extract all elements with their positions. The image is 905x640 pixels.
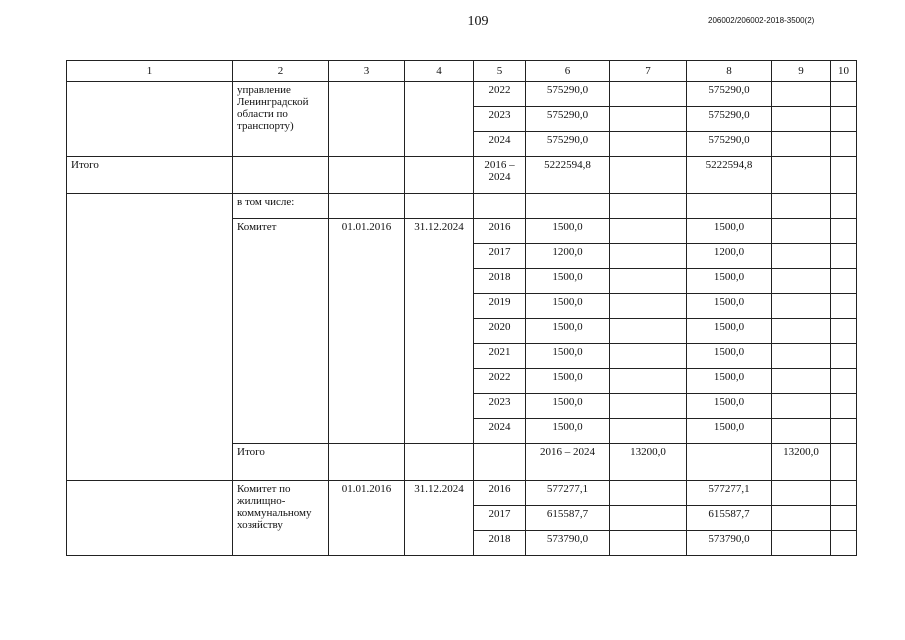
- amount-cell: 5222594,8: [687, 157, 772, 194]
- total-label: Итого: [233, 444, 329, 481]
- amount-cell: 1500,0: [526, 219, 610, 244]
- header-cell: 2: [233, 61, 329, 82]
- amount-cell: 575290,0: [687, 107, 772, 132]
- amount-cell: 13200,0: [610, 444, 687, 481]
- cell-col7: [610, 157, 687, 194]
- table-row: [67, 194, 857, 219]
- cell-col7: [610, 294, 687, 319]
- cell-col9: [772, 531, 831, 556]
- year-cell: 2022: [474, 82, 526, 107]
- cell-col9: [772, 344, 831, 369]
- year-cell: 2024: [474, 132, 526, 157]
- cell-col9: [772, 107, 831, 132]
- cell-col10: [831, 132, 857, 157]
- header-row: [67, 61, 857, 82]
- cell-col7: [610, 132, 687, 157]
- year-cell: 2016: [474, 481, 526, 506]
- amount-cell: 575290,0: [526, 132, 610, 157]
- year-cell: 2022: [474, 369, 526, 394]
- executor-cell: Комитет по жилищно-коммунальному хозяйству: [233, 481, 329, 556]
- total-row: [67, 157, 857, 194]
- cell-col9: [772, 194, 831, 219]
- cell-col1: [67, 194, 233, 481]
- cell-col8: [687, 194, 772, 219]
- cell-col9: [772, 319, 831, 344]
- cell-col9: [772, 269, 831, 294]
- amount-cell: 575290,0: [526, 107, 610, 132]
- cell-col10: [831, 107, 857, 132]
- period-cell: 2016 – 2024: [474, 157, 526, 194]
- cell-col2: [233, 157, 329, 194]
- amount-cell: 1500,0: [526, 369, 610, 394]
- cell-col7: [610, 531, 687, 556]
- document-code: 206002/206002-2018-3500(2): [708, 16, 815, 25]
- amount-cell: 1500,0: [687, 394, 772, 419]
- cell-col7: [610, 107, 687, 132]
- header-cell: 7: [610, 61, 687, 82]
- cell-col2: [329, 444, 405, 481]
- amount-cell: 615587,7: [687, 506, 772, 531]
- cell-col10: [831, 294, 857, 319]
- cell-col10: [831, 531, 857, 556]
- cell-col7: [610, 506, 687, 531]
- amount-cell: 575290,0: [687, 82, 772, 107]
- cell-col10: [831, 319, 857, 344]
- cell-col9: [772, 82, 831, 107]
- amount-cell: 1500,0: [687, 369, 772, 394]
- header-cell: 6: [526, 61, 610, 82]
- cell-col10: [831, 344, 857, 369]
- header-cell: 8: [687, 61, 772, 82]
- cell-col7: [610, 319, 687, 344]
- amount-cell: 615587,7: [526, 506, 610, 531]
- header-cell: 10: [831, 61, 857, 82]
- cell-col7: [610, 244, 687, 269]
- cell-col7: [610, 344, 687, 369]
- cell-col4: [474, 444, 526, 481]
- cell-col7: [610, 369, 687, 394]
- cell-col10: [831, 419, 857, 444]
- cell-col9: [772, 419, 831, 444]
- header-cell: 3: [329, 61, 405, 82]
- cell-col10: [831, 506, 857, 531]
- cell-col7: [610, 481, 687, 506]
- amount-cell: 573790,0: [526, 531, 610, 556]
- cell-col4: [405, 157, 474, 194]
- end-date-cell: 31.12.2024: [405, 219, 474, 444]
- year-cell: 2018: [474, 269, 526, 294]
- year-cell: 2018: [474, 531, 526, 556]
- amount-cell: 1500,0: [526, 394, 610, 419]
- cell-col10: [831, 269, 857, 294]
- year-cell: 2023: [474, 107, 526, 132]
- amount-cell: 1500,0: [687, 219, 772, 244]
- amount-cell: 1500,0: [526, 419, 610, 444]
- amount-cell: 573790,0: [687, 531, 772, 556]
- header-cell: 4: [405, 61, 474, 82]
- cell-col7: [610, 219, 687, 244]
- amount-cell: 575290,0: [526, 82, 610, 107]
- end-date-cell: 31.12.2024: [405, 481, 474, 556]
- cell-col7: [610, 419, 687, 444]
- amount-cell: 575290,0: [687, 132, 772, 157]
- amount-cell: 1500,0: [687, 319, 772, 344]
- year-cell: 2017: [474, 506, 526, 531]
- amount-cell: 1500,0: [526, 269, 610, 294]
- amount-cell: 1500,0: [526, 344, 610, 369]
- amount-cell: 1500,0: [687, 294, 772, 319]
- cell-col10: [831, 244, 857, 269]
- budget-table: [66, 60, 857, 556]
- period-cell: 2016 – 2024: [526, 444, 610, 481]
- cell-col9: [772, 132, 831, 157]
- cell-col9: [772, 481, 831, 506]
- start-date-cell: 01.01.2016: [329, 481, 405, 556]
- year-cell: 2020: [474, 319, 526, 344]
- year-cell: 2019: [474, 294, 526, 319]
- amount-cell: 1500,0: [687, 419, 772, 444]
- amount-cell: 1500,0: [687, 344, 772, 369]
- cell-col9: [772, 244, 831, 269]
- amount-cell: 1500,0: [526, 294, 610, 319]
- cell-col9: [831, 444, 857, 481]
- amount-cell: 1500,0: [526, 319, 610, 344]
- cell-col1: [67, 481, 233, 556]
- cell-col10: [831, 481, 857, 506]
- cell-col10: [831, 394, 857, 419]
- including-label: в том числе:: [233, 194, 329, 219]
- cell-col9: [772, 157, 831, 194]
- year-cell: 2016: [474, 219, 526, 244]
- cell-col9: [772, 219, 831, 244]
- table-row: [67, 481, 857, 506]
- year-cell: 2021: [474, 344, 526, 369]
- start-date-cell: 01.01.2016: [329, 219, 405, 444]
- cell-col9: [772, 369, 831, 394]
- year-cell: 2023: [474, 394, 526, 419]
- cell-col10: [831, 219, 857, 244]
- cell-col3: [329, 194, 405, 219]
- header-cell: 9: [772, 61, 831, 82]
- cell-col7: [610, 194, 687, 219]
- cell-col7: [610, 269, 687, 294]
- amount-cell: 1500,0: [687, 269, 772, 294]
- cell-col4: [405, 194, 474, 219]
- header-cell: 5: [474, 61, 526, 82]
- cell-col7: [610, 394, 687, 419]
- cell-col3: [405, 444, 474, 481]
- cell-col4: [405, 82, 474, 157]
- table-row: [67, 82, 857, 107]
- cell-col9: [772, 294, 831, 319]
- year-cell: 2017: [474, 244, 526, 269]
- cell-col7: [687, 444, 772, 481]
- amount-cell: 5222594,8: [526, 157, 610, 194]
- page-number: 109: [467, 14, 489, 29]
- year-cell: 2024: [474, 419, 526, 444]
- cell-col7: [610, 82, 687, 107]
- cell-col3: [329, 157, 405, 194]
- cell-col10: [831, 82, 857, 107]
- amount-cell: 577277,1: [526, 481, 610, 506]
- cell-col10: [831, 157, 857, 194]
- cell-col9: [772, 394, 831, 419]
- amount-cell: 1200,0: [687, 244, 772, 269]
- executor-cell: Комитет: [233, 219, 329, 444]
- cell-col3: [329, 82, 405, 157]
- total-label: Итого: [67, 157, 233, 194]
- amount-cell: 13200,0: [772, 444, 831, 481]
- amount-cell: 577277,1: [687, 481, 772, 506]
- header-cell: 1: [67, 61, 233, 82]
- executor-cell: управление Ленинградской области по транспорту): [233, 82, 329, 157]
- cell-col1: [67, 82, 233, 157]
- cell-col10: [831, 194, 857, 219]
- cell-col5: [474, 194, 526, 219]
- cell-col9: [772, 506, 831, 531]
- cell-col6: [526, 194, 610, 219]
- amount-cell: 1200,0: [526, 244, 610, 269]
- cell-col10: [831, 369, 857, 394]
